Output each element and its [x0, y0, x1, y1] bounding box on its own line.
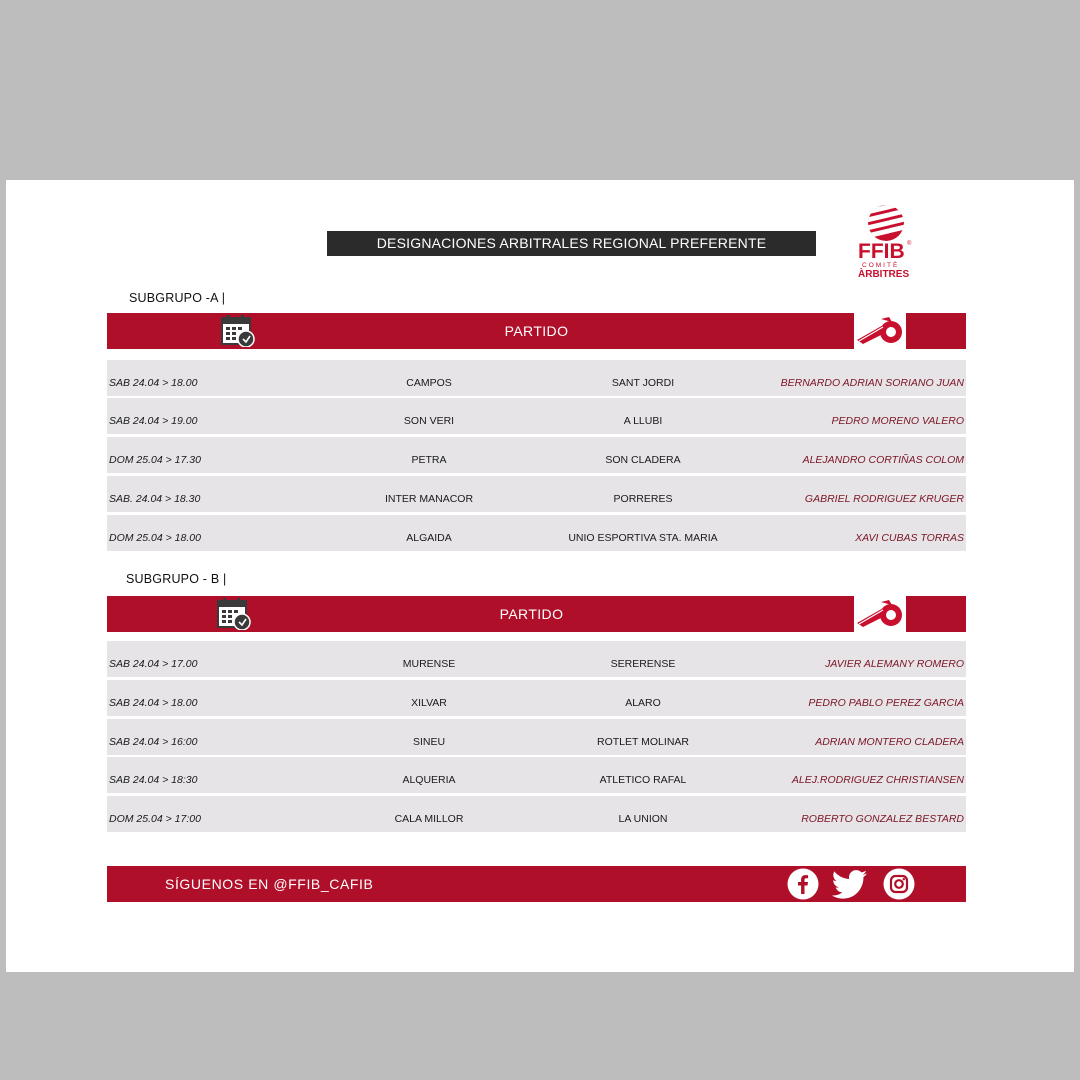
subgroup-a-header [107, 313, 966, 349]
page-title: DESIGNACIONES ARBITRALES REGIONAL PREFERENTE [327, 231, 816, 256]
home-team: SINEU [412, 736, 446, 748]
home-team: CALA MILLOR [394, 813, 464, 825]
table-row [107, 719, 966, 755]
referee-name: BERNARDO ADRIAN SORIANO JUAN [780, 377, 964, 389]
table-row [107, 757, 966, 793]
table-row [107, 796, 966, 832]
whistle-icon [855, 599, 905, 629]
table-row [107, 437, 966, 473]
away-team: UNIO ESPORTIVA STA. MARIA [568, 532, 718, 544]
whistle-box [854, 313, 906, 349]
partido-header-label: PARTIDO [504, 323, 569, 339]
away-team: SON CLADERA [605, 454, 681, 466]
facebook-icon[interactable] [787, 868, 819, 900]
match-date: SAB 24.04 > 18:30 [109, 774, 198, 786]
away-team: ALARO [625, 697, 661, 709]
referee-name: PEDRO MORENO VALERO [831, 415, 964, 427]
match-date: SAB 24.04 > 18.00 [109, 697, 198, 709]
match-date: DOM 25.04 > 17:00 [109, 813, 201, 825]
svg-text:ÀRBITRES: ÀRBITRES [858, 269, 910, 280]
match-date: DOM 25.04 > 18.00 [109, 532, 201, 544]
table-row [107, 515, 966, 551]
away-team: PORRERES [613, 493, 673, 505]
table-row [107, 641, 966, 677]
home-team: ALGAIDA [406, 532, 452, 544]
follow-us-text: SÍGUENOS EN @FFIB_CAFIB [165, 876, 374, 892]
away-team: A LLUBI [623, 415, 663, 427]
away-team: LA UNION [618, 813, 668, 825]
away-team: ATLETICO RAFAL [599, 774, 687, 786]
table-row [107, 680, 966, 716]
document-page [6, 180, 1074, 972]
home-team: SON VERI [403, 415, 455, 427]
table-row [107, 476, 966, 512]
referee-name: XAVI CUBAS TORRAS [855, 532, 964, 544]
match-date: SAB 24.04 > 16:00 [109, 736, 198, 748]
referee-name: JAVIER ALEMANY ROMERO [825, 658, 964, 670]
ffib-logo [856, 204, 916, 282]
match-date: DOM 25.04 > 17.30 [109, 454, 201, 466]
away-team: SERERENSE [610, 658, 676, 670]
home-team: CAMPOS [406, 377, 452, 389]
whistle-box [854, 596, 906, 632]
referee-name: ROBERTO GONZALEZ BESTARD [801, 813, 964, 825]
home-team: MURENSE [402, 658, 456, 670]
referee-name: ALEJ.RODRIGUEZ CHRISTIANSEN [791, 774, 964, 786]
referee-name: GABRIEL RODRIGUEZ KRUGER [804, 493, 964, 505]
home-team: INTER MANACOR [384, 493, 474, 505]
referee-name: ALEJANDRO CORTIÑAS COLOM [802, 454, 964, 466]
svg-text:FFIB: FFIB [858, 240, 905, 263]
subgroup-b-header [107, 596, 966, 632]
subgroup-b-label: SUBGRUPO - B | [126, 572, 227, 586]
footer-bar [107, 866, 966, 902]
home-team: PETRA [411, 454, 447, 466]
table-row [107, 360, 966, 396]
instagram-icon[interactable] [883, 868, 915, 900]
match-date: SAB 24.04 > 19.00 [109, 415, 198, 427]
home-team: ALQUERIA [402, 774, 456, 786]
match-date: SAB 24.04 > 18.00 [109, 377, 198, 389]
svg-text:COMITÈ: COMITÈ [862, 262, 900, 269]
away-team: ROTLET MOLINAR [597, 736, 689, 748]
referee-name: PEDRO PABLO PEREZ GARCIA [808, 697, 964, 709]
home-team: XILVAR [411, 697, 447, 709]
partido-header-label: PARTIDO [499, 606, 564, 622]
whistle-icon [855, 316, 905, 346]
subgroup-a-label: SUBGRUPO -A | [129, 291, 226, 305]
referee-name: ADRIAN MONTERO CLADERA [815, 736, 964, 748]
away-team: SANT JORDI [611, 377, 675, 389]
match-date: SAB 24.04 > 17.00 [109, 658, 198, 670]
match-date: SAB. 24.04 > 18.30 [109, 493, 201, 505]
svg-text:®: ® [907, 241, 912, 247]
table-row [107, 398, 966, 434]
twitter-icon[interactable] [831, 868, 869, 900]
